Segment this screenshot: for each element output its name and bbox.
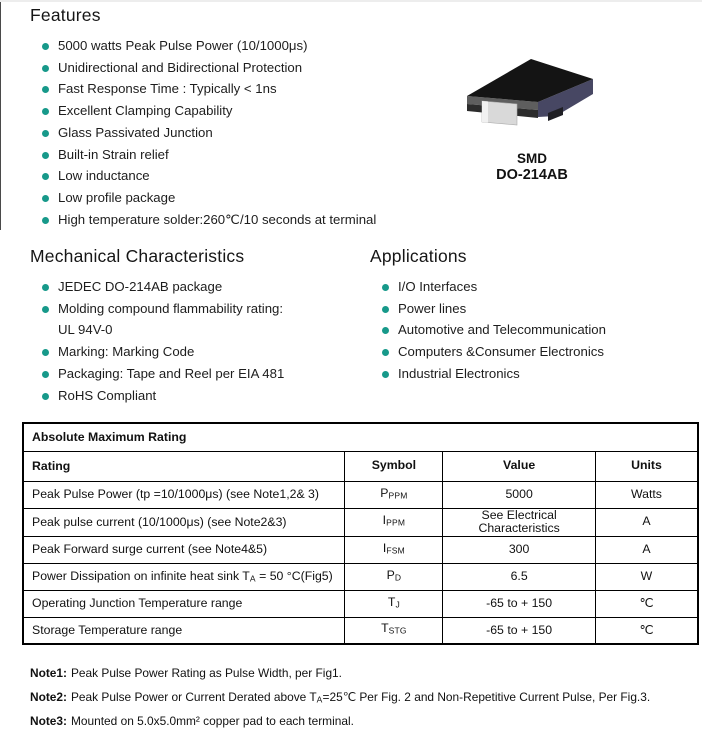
table-title-row (23, 423, 698, 451)
units-cell: A (595, 508, 698, 536)
absolute-maximum-rating-table (22, 422, 699, 645)
list-item (382, 363, 690, 385)
note-3 (30, 714, 650, 729)
list-item (382, 276, 690, 298)
rating-cell: Operating Junction Temperature range (23, 590, 345, 617)
feature-item (42, 78, 376, 100)
feature-item (42, 57, 376, 79)
value-cell: See Electrical Characteristics (443, 508, 596, 536)
value-cell: -65 to + 150 (443, 617, 596, 644)
table-row (23, 481, 698, 508)
note-label: Note1: (30, 666, 67, 680)
column-header-value: Value (443, 451, 596, 481)
feature-text: Unidirectional and Bidirectional Protection (58, 59, 303, 75)
value-cell: 5000 (443, 481, 596, 508)
applications-list (370, 276, 690, 385)
item-text: Industrial Electronics (398, 365, 520, 381)
features-list (30, 35, 376, 230)
bullet-icon (382, 284, 389, 291)
mechanical-heading: Mechanical Characteristics (30, 246, 245, 266)
feature-text: Glass Passivated Junction (58, 124, 213, 140)
feature-item (42, 100, 376, 122)
bullet-icon (42, 130, 49, 137)
bullet-icon (42, 65, 49, 72)
note-text: Peak Pulse Power or Current Derated above $T_A=25℃$ Per Fig. 2 and Non-Repetitive Current Pulse, Per Fig.3. (71, 690, 651, 705)
list-item (42, 276, 360, 298)
column-header-rating: Rating (23, 451, 345, 481)
features-section (30, 5, 376, 230)
table-row (23, 563, 698, 590)
table-row (23, 536, 698, 563)
bullet-icon (42, 393, 49, 400)
rating-cell: Peak Forward surge current (see Note4&5) (23, 536, 345, 563)
symbol-cell: $I_{PPM}$ (345, 508, 443, 536)
bullet-icon (42, 284, 49, 291)
note-label: Note3: (30, 714, 67, 728)
feature-item (42, 187, 376, 209)
table-header-row (23, 451, 698, 481)
package-name: SMD (517, 151, 547, 166)
mechanical-section (30, 246, 360, 406)
bullet-icon (382, 371, 389, 378)
table-row (23, 590, 698, 617)
rating-cell: Peak Pulse Power (tp =10/1000μs) (see Note1,2& 3) (23, 481, 345, 508)
value-cell: 6.5 (443, 563, 596, 590)
table-row (23, 508, 698, 536)
list-item (42, 298, 360, 320)
item-text: Molding compound flammability rating: (58, 300, 284, 316)
mechanical-list (30, 276, 360, 406)
item-text: Computers &Consumer Electronics (398, 344, 604, 360)
item-text: Power lines (398, 300, 467, 316)
note-1 (30, 666, 650, 681)
smd-package-image (460, 56, 602, 146)
units-cell: Watts (595, 481, 698, 508)
applications-section (370, 246, 690, 385)
feature-text: Low profile package (58, 189, 176, 205)
feature-item (42, 35, 376, 57)
table-row (23, 617, 698, 644)
units-cell: ℃ (595, 590, 698, 617)
value-cell: 300 (443, 536, 596, 563)
item-text: Automotive and Telecommunication (398, 322, 606, 338)
list-item-continuation (42, 319, 360, 341)
bullet-icon (42, 173, 49, 180)
table-title: Absolute Maximum Rating (23, 423, 698, 451)
feature-text: High temperature solder:260℃/10 seconds at terminal (58, 211, 377, 227)
feature-item (42, 209, 376, 231)
package-type: DO-214AB (496, 167, 568, 183)
symbol-cell: $T_J$ (345, 590, 443, 617)
feature-text: Fast Response Time : Typically < 1ns (58, 81, 277, 97)
bullet-icon (42, 349, 49, 356)
column-header-units: Units (595, 451, 698, 481)
item-text: I/O Interfaces (398, 279, 478, 294)
list-item (42, 385, 360, 407)
symbol-cell: $P_D$ (345, 563, 443, 590)
item-text: UL 94V-0 (58, 322, 113, 338)
note-text: Mounted on 5.0x5.0mm² copper pad to each terminal. (71, 714, 354, 728)
feature-item (42, 144, 376, 166)
column-header-symbol: Symbol (345, 451, 443, 481)
bullet-icon (42, 108, 49, 115)
bullet-icon (42, 306, 49, 313)
bullet-icon (42, 195, 49, 202)
feature-text: Built-in Strain relief (58, 146, 169, 162)
list-item (382, 298, 690, 320)
notes-section (30, 666, 650, 738)
units-cell: A (595, 536, 698, 563)
bullet-icon (42, 152, 49, 159)
feature-item (42, 122, 376, 144)
units-cell: W (595, 563, 698, 590)
item-text: Marking: Marking Code (58, 344, 195, 360)
features-heading: Features (30, 5, 101, 25)
note-text: Peak Pulse Power Rating as Pulse Width, per Fig1. (71, 666, 342, 680)
note-label: Note2: (30, 690, 67, 704)
bullet-icon (382, 306, 389, 313)
feature-item (42, 165, 376, 187)
applications-heading: Applications (370, 246, 467, 266)
bullet-icon (42, 86, 49, 93)
list-item (42, 363, 360, 385)
package-figure (460, 56, 604, 184)
value-cell: -65 to + 150 (443, 590, 596, 617)
package-caption (460, 150, 604, 184)
feature-text: Low inductance (58, 168, 150, 184)
units-cell: ℃ (595, 617, 698, 644)
bullet-icon (42, 371, 49, 378)
feature-text: 5000 watts Peak Pulse Power (10/1000μs) (58, 38, 308, 53)
bullet-icon (42, 43, 49, 50)
bullet-icon (382, 327, 389, 334)
rating-cell: Peak pulse current (10/1000μs) (see Note2&3) (23, 508, 345, 536)
note-2 (30, 690, 650, 705)
list-item (42, 341, 360, 363)
item-text: RoHS Compliant (58, 387, 157, 403)
bullet-icon (382, 349, 389, 356)
item-text: JEDEC DO-214AB package (58, 279, 223, 294)
rating-cell: Power Dissipation on infinite heat sink $T_A = 50$ °C(Fig5) (23, 563, 345, 590)
bullet-icon (42, 217, 49, 224)
feature-text: Excellent Clamping Capability (58, 103, 233, 119)
item-text: Packaging: Tape and Reel per EIA 481 (58, 365, 285, 381)
page-edge-artifact (0, 2, 1, 230)
rating-cell: Storage Temperature range (23, 617, 345, 644)
symbol-cell: $P_{PPM}$ (345, 481, 443, 508)
list-item (382, 341, 690, 363)
list-item (382, 319, 690, 341)
symbol-cell: $T_{STG}$ (345, 617, 443, 644)
symbol-cell: $I_{FSM}$ (345, 536, 443, 563)
